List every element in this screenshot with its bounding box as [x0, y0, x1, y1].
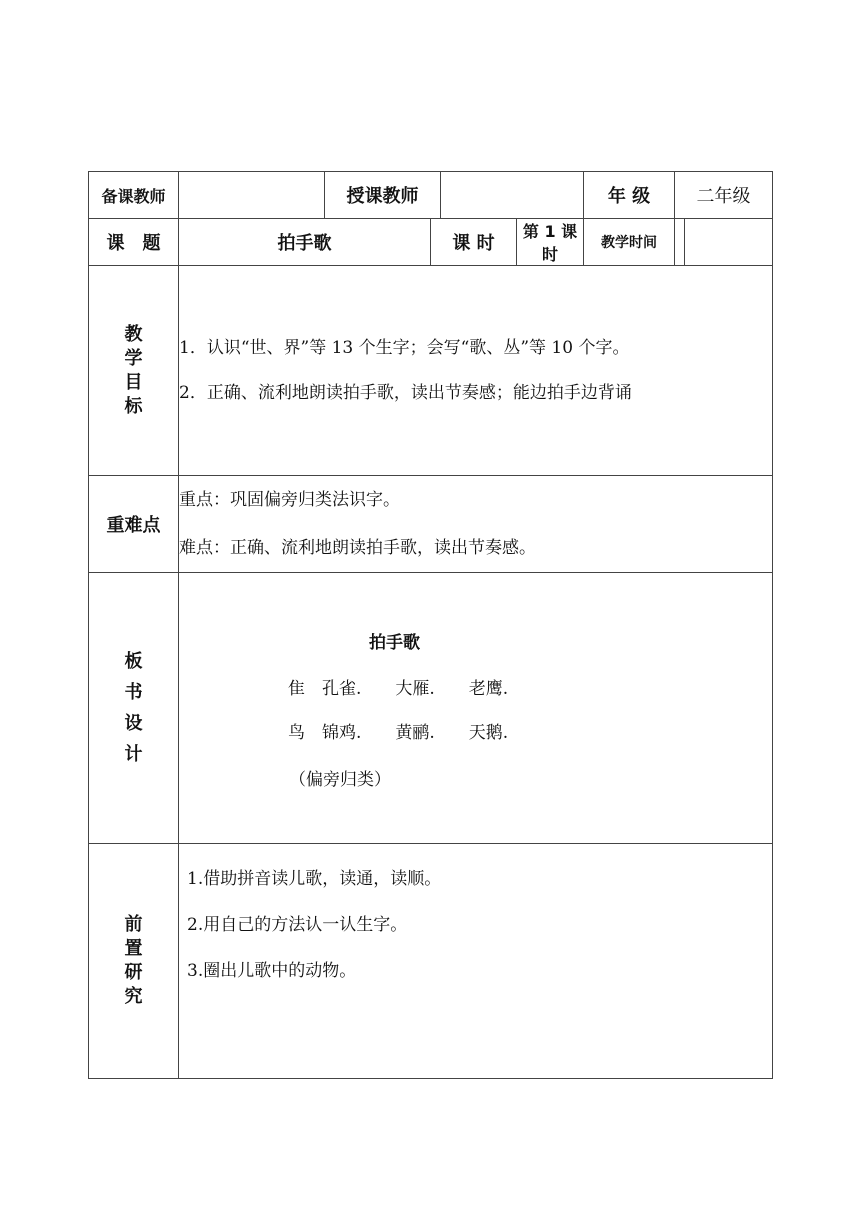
board-title: 拍手歌: [369, 633, 420, 653]
key-points-row: [89, 476, 773, 573]
pre-study-content: [179, 844, 773, 1079]
pre-study-item: 2.用自己的方法认一认生字。: [187, 915, 408, 935]
pre-study-label: 前置研究: [124, 914, 143, 1007]
topic-value: 拍手歌: [179, 219, 431, 266]
key-points-label: 重难点: [89, 476, 179, 573]
period-label: 课 时: [431, 219, 517, 266]
teaching-time-label: 教学时间: [584, 219, 675, 266]
pre-study-row: [89, 844, 773, 1079]
board-design-row: [89, 573, 773, 844]
prep-teacher-field[interactable]: [179, 172, 325, 219]
teaching-time-blank: [685, 219, 773, 266]
teaching-time-field[interactable]: [675, 219, 685, 266]
pre-study-item: 3.圈出儿歌中的动物。: [187, 961, 357, 981]
period-value: 第 1 课时: [517, 219, 584, 266]
objectives-label-cell: [89, 266, 179, 476]
teaching-teacher-field[interactable]: [441, 172, 584, 219]
board-row-zhui: 隹 孔雀. 大雁. 老鹰.: [288, 679, 509, 699]
lesson-plan-table: [88, 171, 773, 1079]
grade-value: 二年级: [675, 172, 773, 219]
board-design-content: [179, 573, 773, 844]
board-note: （偏旁归类）: [289, 770, 391, 790]
objective-item: 1．认识“世、界”等 13 个生字；会写“歌、丛”等 10 个字。: [179, 337, 630, 358]
pre-study-item: 1.借助拼音读儿歌，读通，读顺。: [187, 869, 442, 889]
prep-teacher-label: 备课教师: [89, 172, 179, 219]
objectives-content: [179, 266, 773, 476]
objective-item: 2．正确、流利地朗读拍手歌，读出节奏感；能边拍手边背诵: [179, 382, 632, 403]
board-row-niao: 鸟 锦鸡. 黄鹂. 天鹅.: [288, 723, 509, 743]
key-points-content: [179, 476, 773, 573]
board-design-label-cell: [89, 573, 179, 844]
teaching-teacher-label: 授课教师: [325, 172, 441, 219]
grade-label: 年 级: [584, 172, 675, 219]
pre-study-label-cell: [89, 844, 179, 1079]
objectives-label: 教学目标: [124, 323, 143, 417]
topic-label: 课 题: [89, 219, 179, 266]
topic-row: [89, 219, 773, 266]
objectives-row: [89, 266, 773, 476]
key-point-item: 重点：巩固偏旁归类法识字。: [179, 490, 400, 510]
board-design-label: 板书设计: [124, 651, 143, 765]
difficult-point-item: 难点：正确、流利地朗读拍手歌，读出节奏感。: [179, 538, 536, 558]
header-row: [89, 172, 773, 219]
